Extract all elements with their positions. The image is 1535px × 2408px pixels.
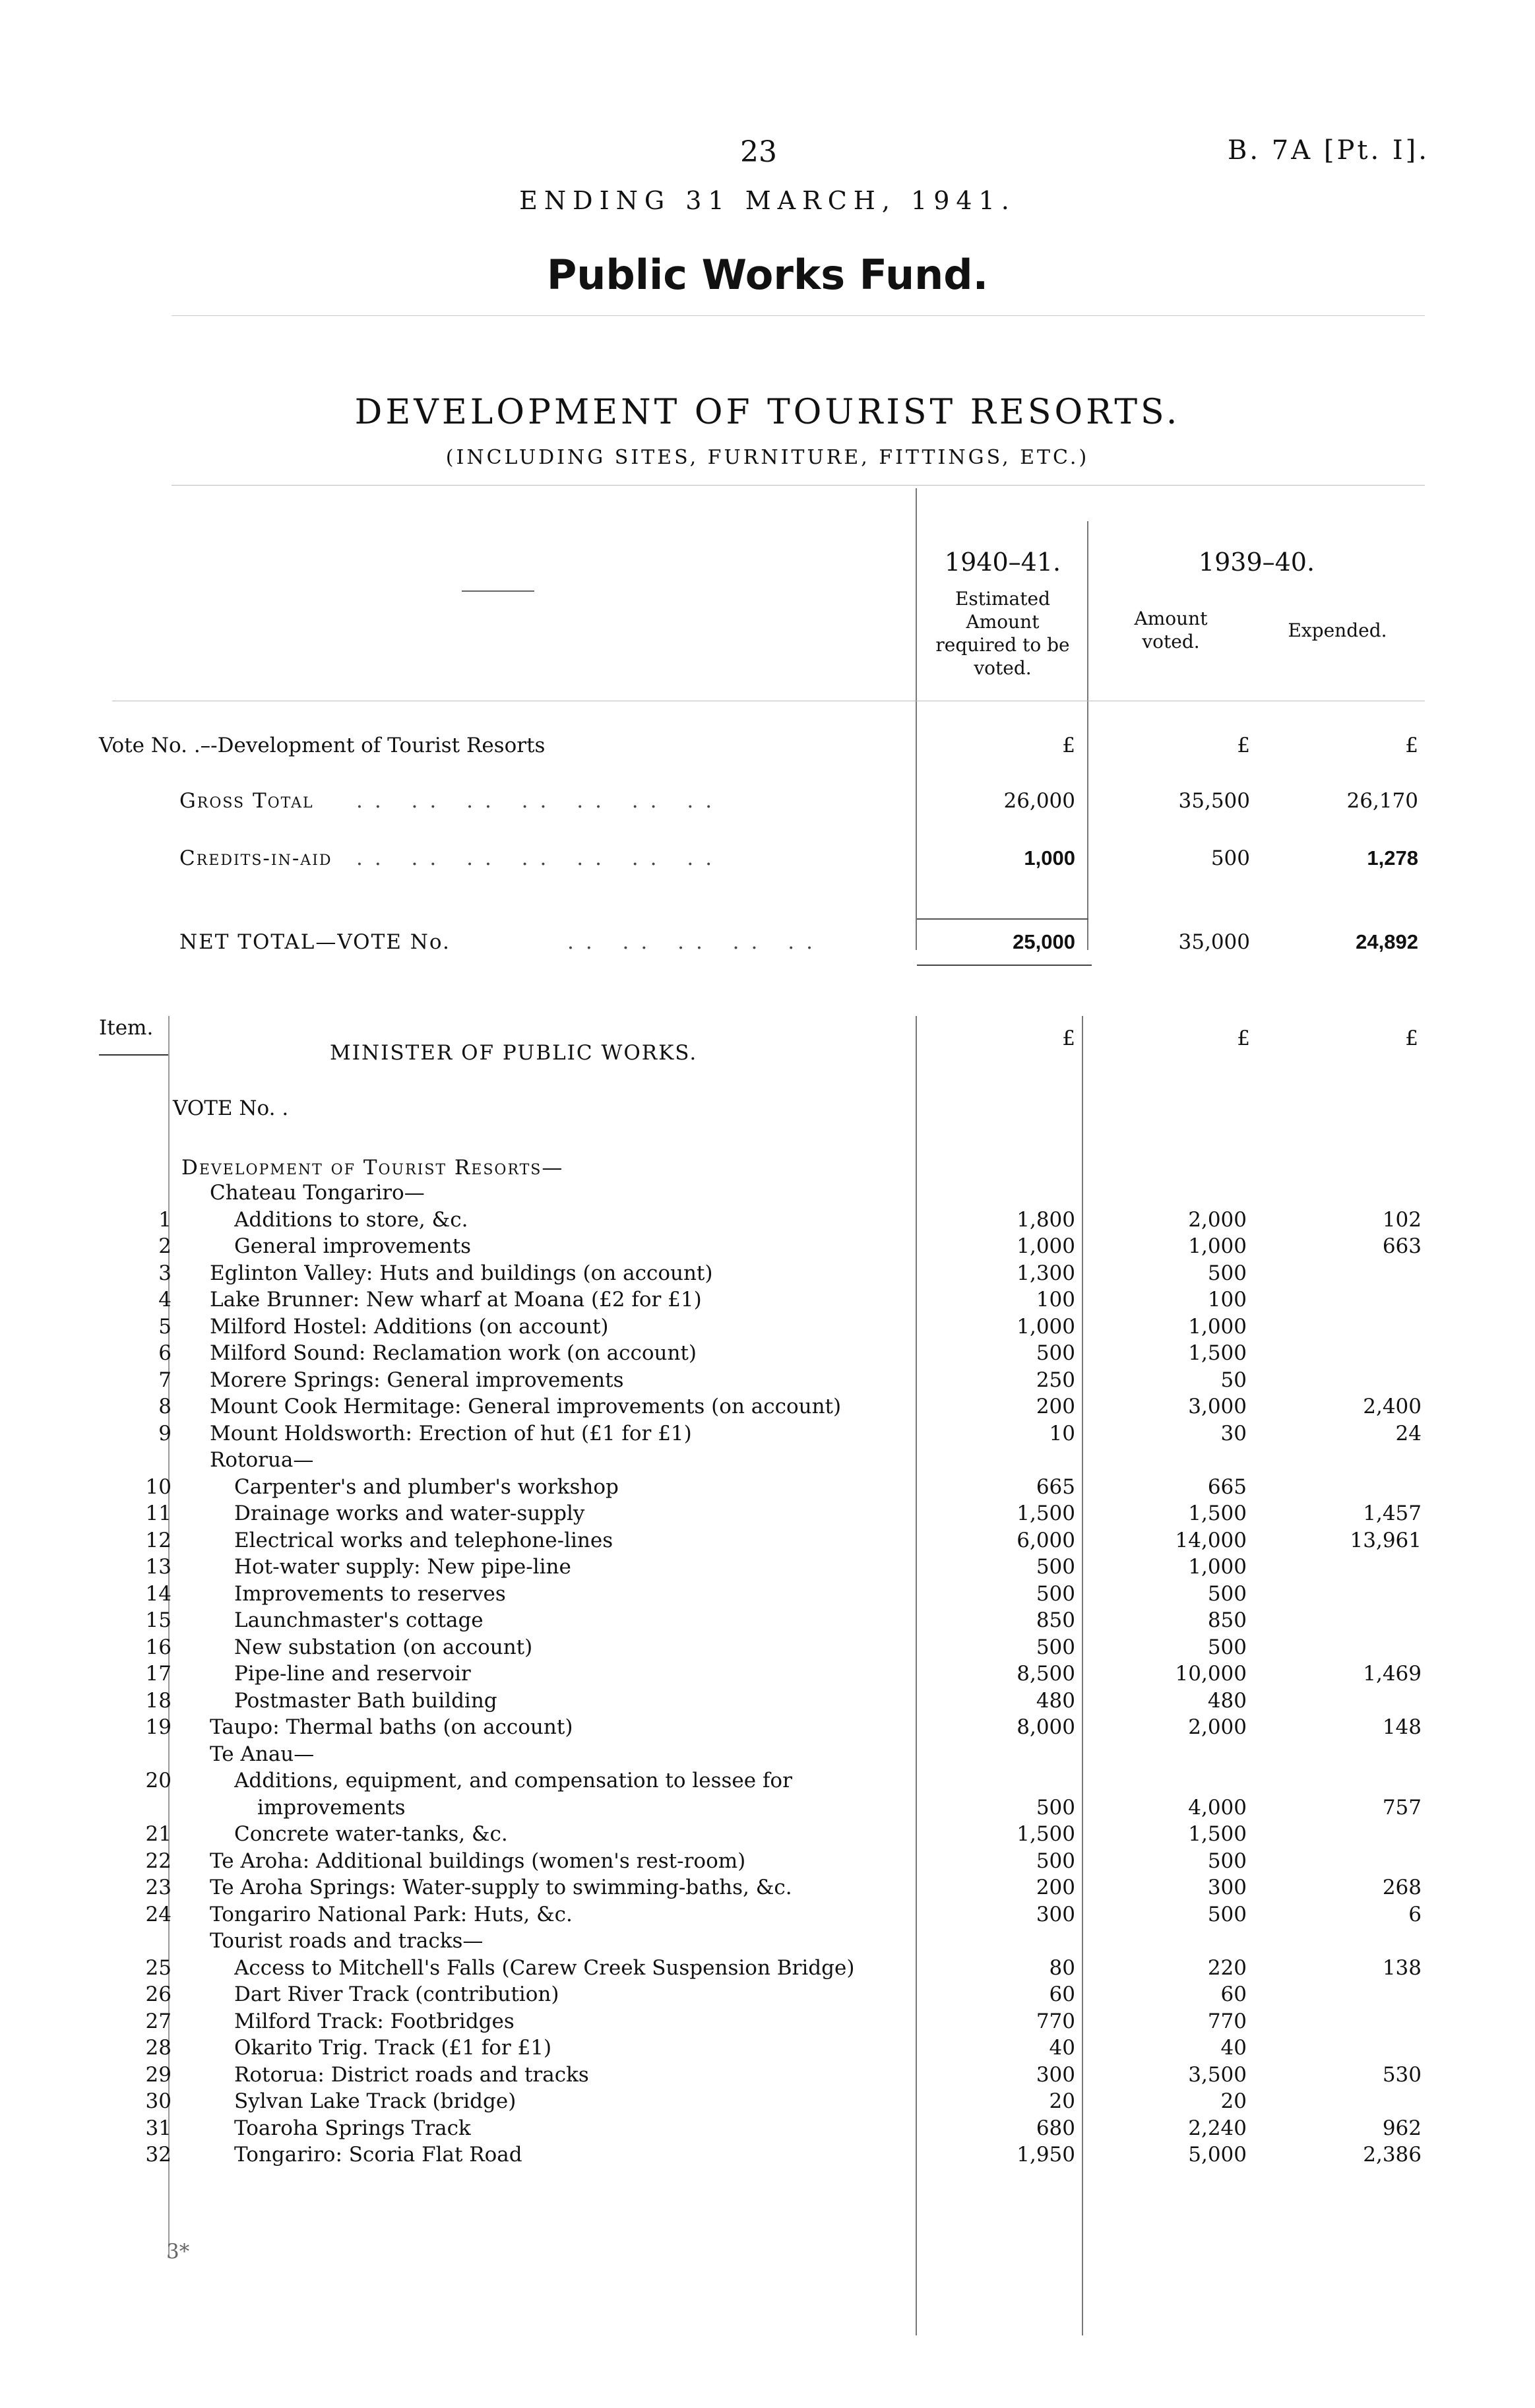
item-description: Rotorua: District roads and tracks — [234, 2062, 589, 2087]
credits-label: Credits-in-aid — [179, 846, 332, 870]
estimated-amount: 500 — [1036, 1635, 1075, 1659]
item-number: 32 — [145, 2143, 172, 2167]
voted-amount: 50 — [1220, 1368, 1247, 1392]
item-number: 22 — [145, 1849, 172, 1873]
expended-amount: 2,386 — [1363, 2143, 1422, 2167]
voted-header: Amount voted. — [1134, 608, 1208, 652]
voted-amount: 220 — [1207, 1955, 1247, 1980]
voted-amount: 20 — [1220, 2089, 1247, 2113]
voted-amount: 480 — [1207, 1688, 1247, 1713]
net-expended: 24,892 — [1356, 930, 1418, 953]
expended-amount: 2,400 — [1363, 1395, 1422, 1418]
total-rule — [917, 918, 1088, 920]
item-number: 7 — [158, 1368, 172, 1392]
estimated-amount: 200 — [1036, 1395, 1075, 1418]
item-number: 28 — [145, 2036, 172, 2060]
voted-amount: 2,000 — [1188, 1715, 1247, 1739]
estimated-amount: 500 — [1036, 1555, 1075, 1579]
item-description: Access to Mitchell's Falls (Carew Creek Suspension Bridge) — [234, 1955, 855, 1980]
expended-amount: 530 — [1382, 2062, 1422, 2087]
item-description: Additions to store, &c. — [234, 1207, 468, 1232]
estimated-amount: 480 — [1036, 1688, 1075, 1713]
item-description: Launchmaster's cottage — [234, 1608, 484, 1632]
year-current: 1940–41. — [944, 548, 1061, 577]
expended-amount: 102 — [1382, 1207, 1422, 1232]
voted-amount: 1,000 — [1188, 1314, 1247, 1339]
voted-amount: 1,500 — [1188, 1341, 1247, 1365]
expended-amount: 1,469 — [1363, 1662, 1422, 1686]
item-description: Drainage works and water-supply — [234, 1502, 585, 1525]
item-column-label: Item. — [99, 1016, 154, 1040]
voted-amount: 1,000 — [1188, 1555, 1247, 1579]
voted-amount: 30 — [1220, 1421, 1247, 1445]
expended-amount: 13,961 — [1350, 1528, 1422, 1552]
table-row — [0, 1475, 1535, 1502]
estimated-amount: 20 — [1049, 2089, 1075, 2113]
group-heading: Development of Tourist Resorts— — [181, 1156, 564, 1180]
gross-estimated: 26,000 — [1003, 789, 1075, 813]
item-number: 10 — [145, 1474, 172, 1499]
item-number: 6 — [158, 1341, 172, 1365]
gross-voted: 35,500 — [1178, 789, 1250, 813]
voted-amount: 850 — [1207, 1608, 1247, 1632]
table-row — [0, 1796, 1535, 1822]
estimated-amount: 8,500 — [1017, 1662, 1075, 1686]
item-description: Sylvan Lake Track (bridge) — [234, 2089, 517, 2113]
table-row — [0, 1903, 1535, 1929]
item-number: 30 — [145, 2089, 172, 2113]
item-number: 26 — [145, 1982, 172, 2006]
vote-line: Vote No. .–-Development of Tourist Resorts — [99, 734, 546, 757]
estimated-amount: 300 — [1036, 1902, 1075, 1926]
credits-estimated: 1,000 — [1024, 846, 1075, 870]
item-number: 31 — [145, 2116, 172, 2140]
leader-dots: .. .. .. .. .. .. .. — [356, 789, 724, 813]
estimated-amount: 500 — [1036, 1581, 1075, 1606]
table-row — [0, 1288, 1535, 1314]
item-description: Electrical works and telephone-lines — [234, 1528, 613, 1552]
estimated-amount: 6,000 — [1017, 1528, 1075, 1552]
item-description: improvements — [257, 1795, 406, 1820]
gross-total-label: Gross Total — [179, 789, 314, 813]
currency-symbol: £ — [1237, 734, 1250, 757]
item-description: Additions, equipment, and compensation to lessee for — [234, 1769, 792, 1792]
table-row — [0, 1822, 1535, 1849]
item-description: Tongariro National Park: Huts, &c. — [210, 1902, 573, 1926]
currency-symbol: £ — [1405, 1027, 1418, 1050]
net-voted: 35,000 — [1178, 930, 1250, 954]
item-description: Te Aroha: Additional buildings (women's rest-room) — [210, 1849, 746, 1873]
item-description: Te Aroha Springs: Water-supply to swimming-baths, &c. — [210, 1876, 792, 1899]
voted-amount: 14,000 — [1175, 1528, 1247, 1552]
period-heading: ENDING 31 MARCH, 1941. — [519, 186, 1016, 215]
section-title: DEVELOPMENT OF TOURIST RESORTS. — [354, 393, 1181, 432]
expended-amount: 663 — [1382, 1234, 1422, 1258]
section-subtitle: (INCLUDING SITES, FURNITURE, FITTINGS, ETC.) — [445, 446, 1090, 469]
item-number: 16 — [145, 1635, 172, 1659]
expended-amount: 148 — [1382, 1715, 1422, 1739]
voted-amount: 3,500 — [1188, 2062, 1247, 2087]
estimated-amount: 100 — [1036, 1288, 1075, 1312]
divider — [462, 590, 534, 592]
item-number: 5 — [158, 1314, 172, 1339]
voted-amount: 3,000 — [1188, 1395, 1247, 1418]
item-description: Toaroha Springs Track — [234, 2116, 471, 2140]
item-description: Carpenter's and plumber's workshop — [234, 1474, 619, 1499]
voted-amount: 500 — [1207, 1581, 1247, 1606]
table-row — [0, 1956, 1535, 1982]
estimated-amount: 1,500 — [1017, 1502, 1075, 1525]
item-description: Hot-water supply: New pipe-line — [234, 1555, 571, 1579]
item-number: 20 — [145, 1769, 172, 1792]
expended-amount: 138 — [1382, 1955, 1422, 1980]
voted-amount: 770 — [1207, 2009, 1247, 2033]
divider — [99, 1054, 168, 1056]
voted-amount: 500 — [1207, 1261, 1247, 1285]
table-row — [0, 2036, 1535, 2062]
voted-amount: 10,000 — [1175, 1662, 1247, 1686]
item-number: 18 — [145, 1688, 172, 1713]
table-row — [0, 2089, 1535, 2116]
item-number: 14 — [145, 1581, 172, 1606]
table-row — [0, 1715, 1535, 1742]
table-row — [0, 1742, 1535, 1769]
voted-amount: 4,000 — [1188, 1795, 1247, 1820]
divider — [172, 315, 1425, 316]
table-row — [0, 2143, 1535, 2169]
currency-symbol: £ — [1237, 1027, 1250, 1050]
item-description: Improvements to reserves — [234, 1581, 506, 1606]
table-row — [0, 1422, 1535, 1448]
expended-amount: 1,457 — [1363, 1502, 1422, 1525]
estimated-amount: 1,950 — [1017, 2143, 1075, 2167]
item-number: 1 — [158, 1207, 172, 1232]
page-number: 23 — [740, 135, 777, 169]
table-row — [0, 1448, 1535, 1474]
item-number: 19 — [145, 1715, 172, 1739]
item-description: Taupo: Thermal baths (on account) — [210, 1715, 573, 1739]
item-description: Rotorua— — [210, 1448, 314, 1472]
expended-amount: 24 — [1395, 1421, 1422, 1445]
estimated-amount: 300 — [1036, 2062, 1075, 2087]
item-number: 24 — [145, 1902, 172, 1926]
voted-amount: 5,000 — [1188, 2143, 1247, 2167]
table-row — [0, 2116, 1535, 2143]
voted-amount: 665 — [1207, 1474, 1247, 1499]
net-total-label: NET TOTAL—VOTE No. — [179, 930, 451, 954]
item-description: Pipe-line and reservoir — [234, 1662, 471, 1686]
item-description: New substation (on account) — [234, 1635, 533, 1659]
item-description: Concrete water-tanks, &c. — [234, 1822, 508, 1846]
item-number: 4 — [158, 1288, 172, 1312]
expended-header: Expended. — [1288, 619, 1387, 641]
currency-symbol: £ — [1062, 1027, 1075, 1050]
item-number: 11 — [145, 1502, 172, 1525]
item-description: Dart River Track (contribution) — [234, 1982, 559, 2006]
expended-amount: 268 — [1382, 1876, 1422, 1899]
item-description: Eglinton Valley: Huts and buildings (on account) — [210, 1261, 713, 1285]
item-number: 9 — [158, 1421, 172, 1445]
item-description: Mount Cook Hermitage: General improvements (on account) — [210, 1395, 842, 1418]
table-row — [0, 1635, 1535, 1662]
item-description: Milford Hostel: Additions (on account) — [210, 1314, 609, 1339]
item-number: 27 — [145, 2009, 172, 2033]
item-number: 12 — [145, 1528, 172, 1552]
item-description: General improvements — [234, 1234, 472, 1258]
expended-amount: 757 — [1382, 1795, 1422, 1820]
voted-amount: 500 — [1207, 1849, 1247, 1873]
voted-amount: 1,000 — [1188, 1234, 1247, 1258]
leader-dots: .. .. .. .. .. — [567, 930, 825, 954]
table-row — [0, 1876, 1535, 1902]
item-description: Morere Springs: General improvements — [210, 1368, 624, 1392]
estimated-amount: 850 — [1036, 1608, 1075, 1632]
vote-number: VOTE No. . — [173, 1096, 289, 1120]
table-row — [0, 1529, 1535, 1555]
estimated-amount: 1,000 — [1017, 1314, 1075, 1339]
estimated-amount: 500 — [1036, 1849, 1075, 1873]
item-number: 3 — [158, 1261, 172, 1285]
item-number: 21 — [145, 1822, 172, 1846]
item-number: 8 — [158, 1395, 172, 1418]
item-description: Milford Sound: Reclamation work (on account) — [210, 1341, 697, 1365]
voted-amount: 40 — [1220, 2036, 1247, 2060]
leader-dots: .. .. .. .. .. .. .. — [356, 846, 724, 870]
table-row — [0, 1929, 1535, 1955]
estimated-amount: 1,300 — [1017, 1261, 1075, 1285]
estimated-amount: 500 — [1036, 1795, 1075, 1820]
item-number: 17 — [145, 1662, 172, 1686]
table-row — [0, 2063, 1535, 2089]
estimated-amount: 500 — [1036, 1341, 1075, 1365]
estimated-amount: 665 — [1036, 1474, 1075, 1499]
document-reference: B. 7A [Pt. I]. — [1227, 135, 1429, 166]
table-row — [0, 1234, 1535, 1261]
item-description: Tourist roads and tracks— — [210, 1929, 484, 1953]
credits-voted: 500 — [1210, 846, 1250, 870]
gross-expended: 26,170 — [1346, 789, 1418, 813]
item-number: 25 — [145, 1955, 172, 1980]
table-row — [0, 1769, 1535, 1795]
table-row — [0, 1315, 1535, 1341]
estimated-amount: 1,800 — [1017, 1207, 1075, 1232]
expended-amount: 962 — [1382, 2116, 1422, 2140]
estimated-amount: 80 — [1049, 1955, 1075, 1980]
currency-symbol: £ — [1062, 734, 1075, 757]
table-top-rule — [172, 485, 1425, 486]
table-row — [0, 1662, 1535, 1688]
voted-amount: 100 — [1207, 1288, 1247, 1312]
item-description: Milford Track: Footbridges — [234, 2009, 515, 2033]
table-row — [0, 1555, 1535, 1581]
table-row — [0, 1208, 1535, 1234]
voted-amount: 2,240 — [1188, 2116, 1247, 2140]
table-row — [0, 2010, 1535, 2036]
voted-amount: 300 — [1207, 1876, 1247, 1899]
currency-symbol: £ — [1405, 734, 1418, 757]
item-description: Okarito Trig. Track (£1 for £1) — [234, 2036, 552, 2060]
estimated-amount: 200 — [1036, 1876, 1075, 1899]
table-row — [0, 1849, 1535, 1876]
credits-expended: 1,278 — [1367, 846, 1418, 870]
estimated-amount: 10 — [1049, 1421, 1075, 1445]
table-row — [0, 1502, 1535, 1528]
fund-title: Public Works Fund. — [546, 251, 989, 299]
table-row — [0, 1341, 1535, 1368]
table-row — [0, 1261, 1535, 1288]
estimated-amount: 1,000 — [1017, 1234, 1075, 1258]
estimated-header: Estimated Amount required to be voted. — [935, 588, 1070, 679]
estimated-amount: 250 — [1036, 1368, 1075, 1392]
voted-amount: 1,500 — [1188, 1822, 1247, 1846]
item-description: Tongariro: Scoria Flat Road — [234, 2143, 522, 2167]
item-number: 23 — [145, 1876, 172, 1899]
item-description: Mount Holdsworth: Erection of hut (£1 for £1) — [210, 1421, 692, 1445]
estimated-amount: 770 — [1036, 2009, 1075, 2033]
table-row — [0, 1608, 1535, 1635]
year-previous: 1939–40. — [1198, 548, 1315, 577]
item-number: 15 — [145, 1608, 172, 1632]
voted-amount: 1,500 — [1188, 1502, 1247, 1525]
estimated-amount: 680 — [1036, 2116, 1075, 2140]
voted-amount: 2,000 — [1188, 1207, 1247, 1232]
minister-heading: MINISTER OF PUBLIC WORKS. — [330, 1041, 698, 1065]
estimated-amount: 8,000 — [1017, 1715, 1075, 1739]
table-row — [0, 1368, 1535, 1395]
table-row — [0, 1181, 1535, 1207]
table-row — [0, 1395, 1535, 1421]
estimated-amount: 60 — [1049, 1982, 1075, 2006]
voted-amount: 60 — [1220, 1982, 1247, 2006]
estimated-amount: 40 — [1049, 2036, 1075, 2060]
net-estimated: 25,000 — [1013, 930, 1075, 953]
signature-mark: 3* — [166, 2240, 190, 2264]
item-description: Te Anau— — [210, 1742, 315, 1766]
expended-amount: 6 — [1408, 1902, 1422, 1926]
total-rule — [917, 965, 1092, 966]
item-description: Lake Brunner: New wharf at Moana (£2 for £1) — [210, 1288, 702, 1312]
item-number: 13 — [145, 1555, 172, 1579]
item-number: 2 — [158, 1234, 172, 1258]
table-row — [0, 1582, 1535, 1608]
item-description: Chateau Tongariro— — [210, 1181, 425, 1205]
estimated-amount: 1,500 — [1017, 1822, 1075, 1846]
item-number: 29 — [145, 2062, 172, 2087]
voted-amount: 500 — [1207, 1902, 1247, 1926]
table-row — [0, 1982, 1535, 2009]
item-description: Postmaster Bath building — [234, 1688, 497, 1713]
table-row — [0, 1689, 1535, 1715]
voted-amount: 500 — [1207, 1635, 1247, 1659]
